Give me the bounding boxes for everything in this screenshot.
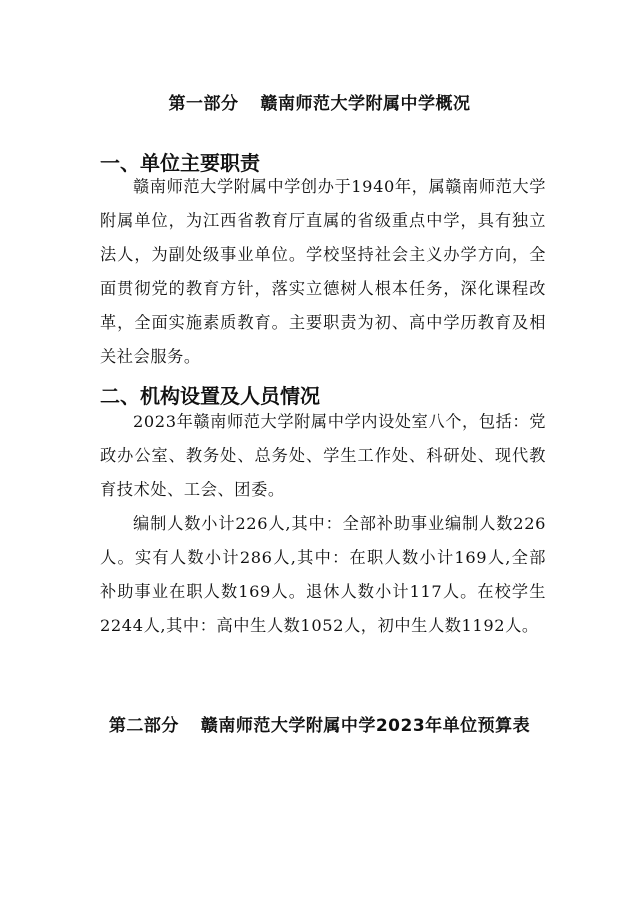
- section-two-heading: 二、机构设置及人员情况: [100, 384, 320, 408]
- part-one-label: 第一部分: [168, 94, 239, 114]
- section-one-paragraph: 赣南师范大学附属中学创办于1940年，属赣南师范大学附属单位，为江西省教育厅直属的省级重点中学，具有独立法人，为副处级事业单位。学校坚持社会主义办学方向，全面贯彻党的教育方针，落实立德树人根本任务，深化课程改革，全面实施素质教育。主要职责为初、高中学历教育及相关社会服务。: [100, 177, 546, 366]
- part-one-title: [0, 89, 639, 114]
- part-two-heading: 赣南师范大学附属中学2023年单位预算表: [200, 716, 531, 736]
- section-one-heading: 一、单位主要职责: [100, 151, 260, 175]
- section-two-paragraph-org: 2023年赣南师范大学附属中学内设处室八个，包括：党政办公室、教务处、总务处、学生工作处、科研处、现代教育技术处、工会、团委。: [100, 412, 546, 499]
- part-two-title: [0, 711, 639, 736]
- part-one-heading: 赣南师范大学附属中学概况: [260, 94, 471, 114]
- part-two-label: 第二部分: [108, 716, 179, 736]
- section-two-paragraph-staff: 编制人数小计226人,其中：全部补助事业编制人数226人。实有人数小计286人,其中：在职人数小计169人,全部补助事业在职人数169人。退休人数小计117人。在校学生2244人,其中：高中生人数1052人，初中生人数1192人。: [100, 514, 546, 635]
